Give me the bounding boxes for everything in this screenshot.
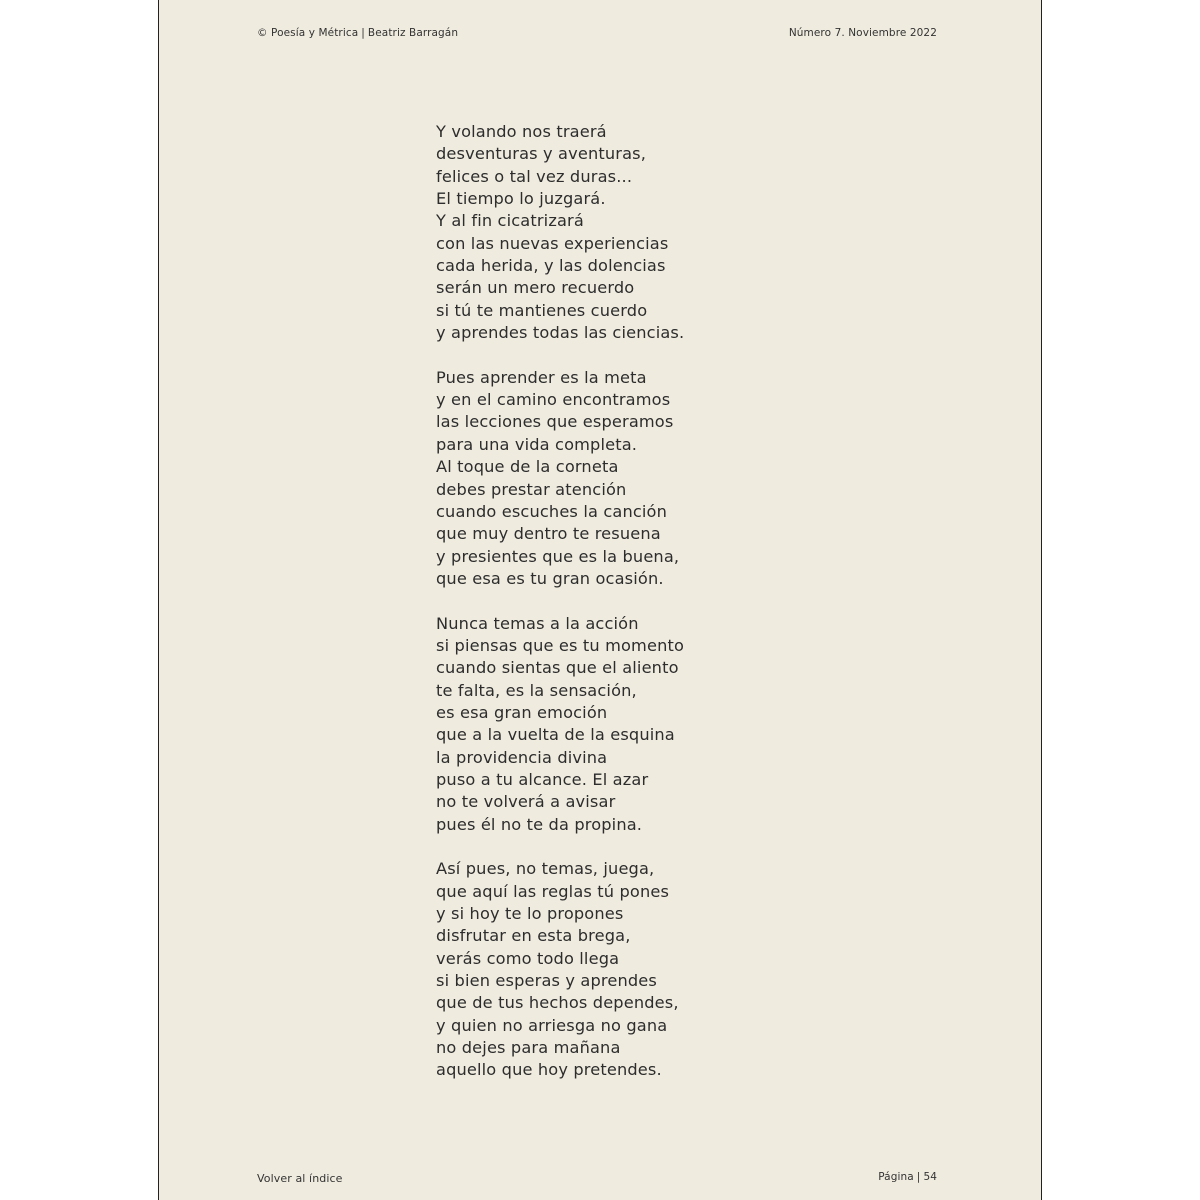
poem-line: y aprendes todas las ciencias.	[436, 323, 685, 343]
poem-stanza	[436, 121, 684, 344]
poem-body	[436, 121, 684, 1104]
poem-line: no te volverá a avisar	[436, 792, 616, 812]
back-to-index-link[interactable]: Volver al índice	[257, 1172, 343, 1185]
poem-line: para una vida completa.	[436, 434, 638, 454]
page-label: Página	[878, 1171, 914, 1183]
poem-line: Y volando nos traerá	[436, 122, 607, 141]
document-page	[158, 0, 1042, 1200]
poem-line: con las nuevas experiencias	[436, 233, 669, 253]
poem-line: y en el camino encontramos	[436, 390, 671, 410]
poem-line: Nunca temas a la acción	[436, 613, 639, 633]
header-separator: |	[361, 27, 365, 39]
poem-line: y presientes que es la buena,	[436, 546, 680, 566]
poem-line: que muy dentro te resuena	[436, 524, 661, 544]
page-number: 54	[923, 1171, 937, 1183]
poem-line: Pues aprender es la meta	[436, 367, 647, 387]
poem-line: pues él no te da propina.	[436, 814, 643, 834]
poem-line: si tú te mantienes cuerdo	[436, 300, 648, 320]
poem-line: que esa es tu gran ocasión.	[436, 568, 664, 588]
poem-line: que de tus hechos dependes,	[436, 993, 679, 1013]
poem-line: y quien no arriesga no gana	[436, 1015, 668, 1035]
header-source-title: © Poesía y Métrica	[257, 27, 359, 39]
poem-line: Al toque de la corneta	[436, 457, 619, 477]
poem-line: Y al fin cicatrizará	[436, 211, 584, 231]
poem-line: que a la vuelta de la esquina	[436, 725, 675, 745]
poem-line: disfrutar en esta brega,	[436, 926, 631, 946]
poem-line: la providencia divina	[436, 747, 608, 767]
poem-line: Así pues, no temas, juega,	[436, 859, 655, 879]
poem-line: cuando sientas que el aliento	[436, 658, 679, 678]
poem-stanza	[436, 367, 684, 590]
poem-line: felices o tal vez duras...	[436, 166, 633, 186]
poem-stanza	[436, 613, 684, 836]
page-separator: |	[916, 1171, 921, 1183]
poem-line: El tiempo lo juzgará.	[436, 189, 606, 209]
poem-line: te falta, es la sensación,	[436, 680, 637, 700]
poem-stanza	[436, 858, 684, 1081]
header-source	[257, 27, 458, 39]
poem-line: cuando escuches la canción	[436, 501, 668, 521]
page-number-label	[878, 1171, 937, 1183]
poem-line: puso a tu alcance. El azar	[436, 769, 649, 789]
header-author: Beatriz Barragán	[367, 27, 459, 39]
poem-line: aquello que hoy pretendes.	[436, 1060, 662, 1080]
poem-line: debes prestar atención	[436, 479, 627, 499]
poem-line: y si hoy te lo propones	[436, 904, 624, 924]
poem-line: si piensas que es tu momento	[436, 635, 685, 655]
poem-line: cada herida, y las dolencias	[436, 256, 666, 276]
header-issue: Número 7. Noviembre 2022	[788, 27, 937, 39]
poem-line: es esa gran emoción	[436, 702, 608, 722]
poem-line: que aquí las reglas tú pones	[436, 881, 670, 901]
poem-line: no dejes para mañana	[436, 1038, 621, 1058]
poem-line: si bien esperas y aprendes	[436, 971, 658, 991]
poem-line: verás como todo llega	[436, 948, 620, 968]
poem-line: serán un mero recuerdo	[436, 278, 635, 298]
poem-line: desventuras y aventuras,	[436, 144, 647, 164]
poem-line: las lecciones que esperamos	[436, 412, 674, 432]
